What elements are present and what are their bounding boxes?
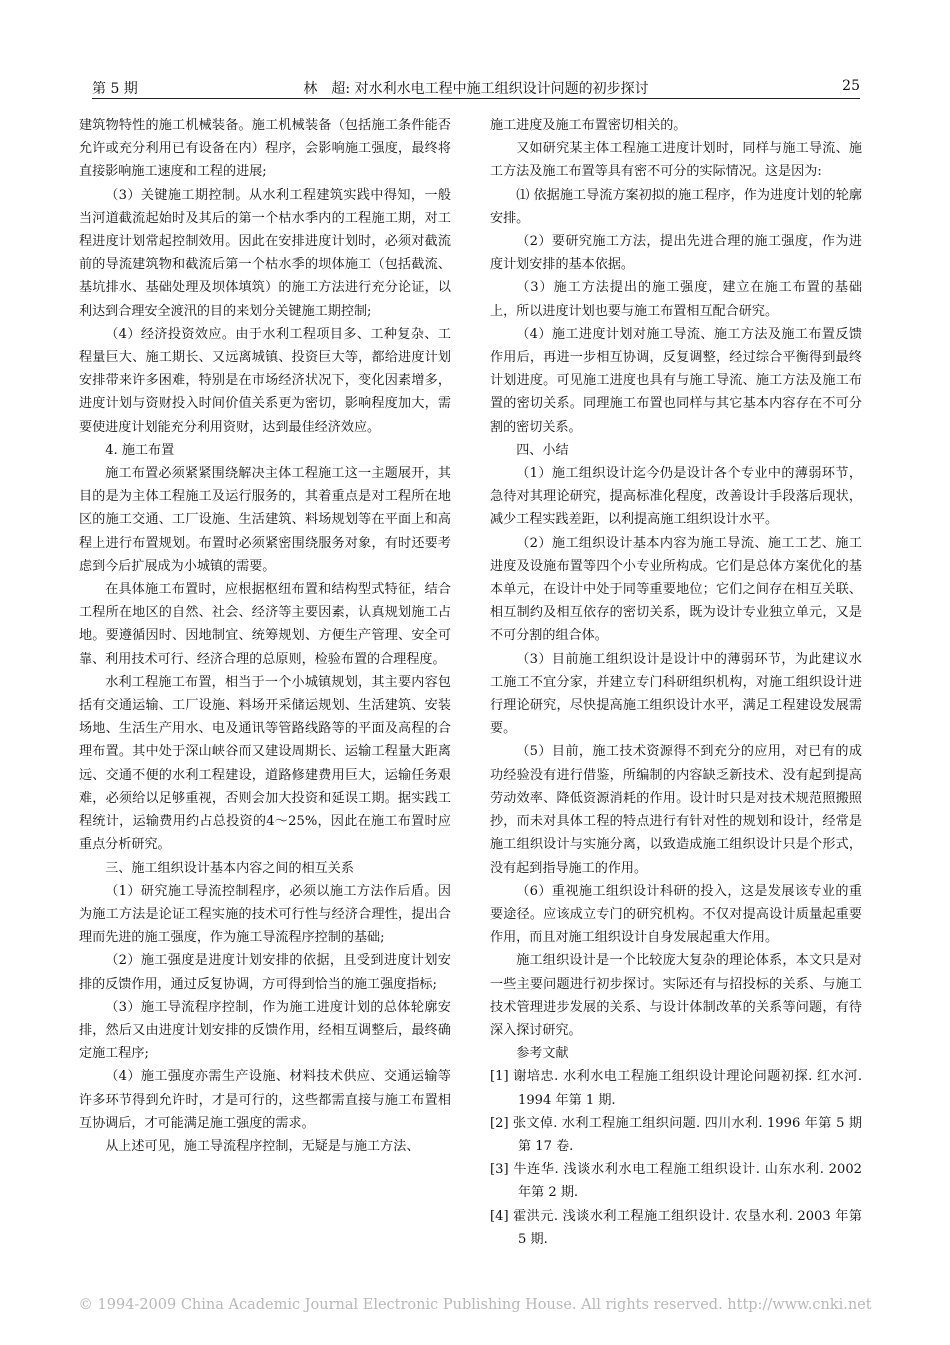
paragraph: （3）目前施工组织设计是设计中的薄弱环节，为此建议水工施工不宜分家，并建立专门科研组织机构，对施工组织设计进行理论研究，尽快提高施工组织设计水平，满足工程建设发展需要。 bbox=[490, 651, 862, 737]
paragraph: （1）施工组织设计迄今仍是设计各个专业中的薄弱环节，急待对其理论研究，提高标准化程度，改善设计手段落后现状，减少工程实践差距，以利提高施工组织设计水平。 bbox=[490, 466, 862, 528]
paragraph: 施工布置必须紧紧围绕解决主体工程施工这一主题展开，其目的是为主体工程施工及运行服务的，其着重点是对工程所在地区的施工交通、工厂设施、生活建筑、料场规划等在平面上和高程上进行布置规划。布置时必须紧密围绕服务对象，有时还要考虑到今后扩展成为小城镇的需要。 bbox=[79, 466, 451, 574]
paragraph: （5）目前，施工技术资源得不到充分的应用，对已有的成功经验没有进行借鉴，所编制的内容缺乏新技术、没有起到提高劳动效率、降低资源消耗的作用。设计时只是对技术规范照搬照抄，而未对具体工程的特点进行有针对性的规划和设计，经常是施工组织设计与实施分离，以致造成施工组织设计只是个形式，没有起到指导施工的作用。 bbox=[490, 744, 862, 876]
paragraph: （3）关键施工期控制。从水利工程建筑实践中得知，一般当河道截流起始时及其后的第一个枯水季内的工程施工期，对工程进度计划常起控制效用。因此在安排进度计划时，必须对截流前的导流建筑物和截流后第一个枯水季的坝体施工（包括截流、基坑排水、基础处理及坝体填筑）的施工方法进行充分论证，以利达到合理安全渡汛的目的来划分关键施工期控制; bbox=[79, 187, 451, 319]
paragraph: 建筑物特性的施工机械装备。施工机械装备（包括施工条件能否允许或充分利用已有设备在内）程序，会影响施工强度，最终将直接影响施工速度和工程的进展; bbox=[79, 118, 451, 180]
paragraph: （4）施工进度计划对施工导流、施工方法及施工布置反馈作用后，再进一步相互协调，反复调整，经过综合平衡得到最终计划进度。可见施工进度也具有与施工导流、施工方法及施工布置的密切关系。同理施工布置也同样与其它基本内容存在不可分割的密切关系。 bbox=[490, 326, 862, 435]
paragraph: （2）施工强度是进度计划安排的依据，且受到进度计划安排的反馈作用，通过反复协调，方可得到恰当的施工强度指标; bbox=[79, 953, 451, 992]
section-heading: 4. 施工布置 bbox=[105, 442, 175, 458]
paragraph: 从上述可见，施工导流程序控制，无疑是与施工方法、 bbox=[105, 1138, 420, 1154]
left-column bbox=[79, 114, 451, 1158]
paragraph: （1）研究施工导流控制程序，必须以施工方法作后盾。因为施工方法是论证工程实施的技术可行性与经济合理性，提出合理而先进的施工强度，作为施工导流程序控制的基础; bbox=[79, 883, 451, 946]
running-header bbox=[92, 74, 860, 99]
section-heading: 四、小结 bbox=[516, 442, 569, 458]
copyright-footer: © 1994-2009 China Academic Journal Electronic Publishing House. All rights reserved. http://www.cnki.net bbox=[78, 1297, 872, 1313]
running-title: 林 超: 对水利水电工程中施工组织设计问题的初步探讨 bbox=[303, 81, 649, 97]
paragraph: （2）施工组织设计基本内容为施工导流、施工工艺、施工进度及设施布置等四个小专业所构成。它们是总体方案优化的基本单元，在设计中处于同等重要地位；它们之间存在相互关联、相互制约及相互依存的密切关系，既为设计专业独立单元，又是不可分割的组合体。 bbox=[490, 535, 862, 644]
paragraph: 施工组织设计是一个比较庞大复杂的理论体系，本文只是对一些主要问题进行初步探讨。实际还有与招投标的关系、与施工技术管理进步发展的关系、与设计体制改革的关系等问题，有待深入探讨研究。 bbox=[490, 953, 862, 1038]
paragraph: 又如研究某主体工程施工进度计划时，同样与施工导流、施工方法及施工布置等具有密不可分的实际情况。这是因为: bbox=[490, 141, 862, 180]
paragraph: （4）经济投资效应。由于水利工程项目多、工种复杂、工程量巨大、施工期长、又远离城镇、投资巨大等，都给进度计划安排带来许多困难，特别是在市场经济状况下，变化因素增多，进度计划与资财投入时间价值关系更为密切，影响程度加大，需要使进度计划能充分利用资财，达到最佳经济效应。 bbox=[79, 326, 451, 435]
paragraph: （3）施工方法提出的施工强度，建立在施工布置的基础上，所以进度计划也要与施工布置相互配合研究。 bbox=[490, 280, 862, 319]
reference-item: [4] 霍洪元. 浅谈水利工程施工组织设计. 农垦水利. 2003 年第 5 期. bbox=[490, 1208, 862, 1247]
paragraph: （3）施工导流程序控制，作为施工进度计划的总体轮廓安排，然后又由进度计划安排的反馈作用，经相互调整后，最终确定施工程序; bbox=[79, 999, 451, 1062]
paragraph: 水利工程施工布置，相当于一个小城镇规划，其主要内容包括有交通运输、工厂设施、料场开采储运规划、生活建筑、安装场地、生活生产用水、电及通讯等管路线路等的平面及高程的合理布置。其中处于深山峡谷而又建设周期长、运输工程量大距离远、交通不便的水利工程建设，道路修建费用巨大，运输任务艰难，必须给以足够重视，否则会加大投资和延误工期。据实践工程统计，运输费用约占总投资的4～25%，因此在施工布置时应重点分析研究。 bbox=[79, 674, 451, 853]
reference-item: [1] 谢培忠. 水利水电工程施工组织设计理论问题初探. 红水河. 1994 年第 1 期. bbox=[490, 1069, 862, 1108]
references-heading: 参考文献 bbox=[516, 1046, 569, 1062]
paragraph: （2）要研究施工方法，提出先进合理的施工强度，作为进度计划安排的基本依据。 bbox=[490, 234, 862, 273]
paragraph: （4）施工强度亦需生产设施、材料技术供应、交通运输等许多环节得到允许时，才是可行的，这些都需直接与施工布置相互协调后，才可能满足施工强度的需求。 bbox=[79, 1069, 451, 1131]
paragraph: （6）重视施工组织设计科研的投入，这是发展该专业的重要途径。应该成立专门的研究机构。不仅对提高设计质量起重要作用，而且对施工组织设计自身发展起重大作用。 bbox=[490, 883, 862, 946]
right-column bbox=[490, 114, 862, 1251]
paragraph: ⑴ 依据施工导流方案初拟的施工程序，作为进度计划的轮廓安排。 bbox=[490, 187, 862, 226]
paragraph: 在具体施工布置时，应根据枢纽布置和结构型式特征，结合工程所在地区的自然、社会、经济等主要因素，认真规划施工占地。要遵循因时、因地制宜、统筹规划、方便生产管理、安全可靠、利用技术可行、经济合理的总原则，检验布置的合理程度。 bbox=[79, 582, 451, 667]
reference-item: [2] 张文倬. 水利工程施工组织问题. 四川水利. 1996 年第 5 期第 17 卷. bbox=[490, 1115, 862, 1154]
reference-item: [3] 牛连华. 浅谈水利水电工程施工组织设计. 山东水利. 2002 年第 2 期. bbox=[490, 1162, 862, 1201]
paragraph: 施工进度及施工布置密切相关的。 bbox=[490, 118, 687, 133]
page-number: 25 bbox=[842, 78, 860, 94]
issue-number: 第 5 期 bbox=[92, 81, 138, 97]
section-heading: 三、施工组织设计基本内容之间的相互关系 bbox=[105, 860, 354, 876]
